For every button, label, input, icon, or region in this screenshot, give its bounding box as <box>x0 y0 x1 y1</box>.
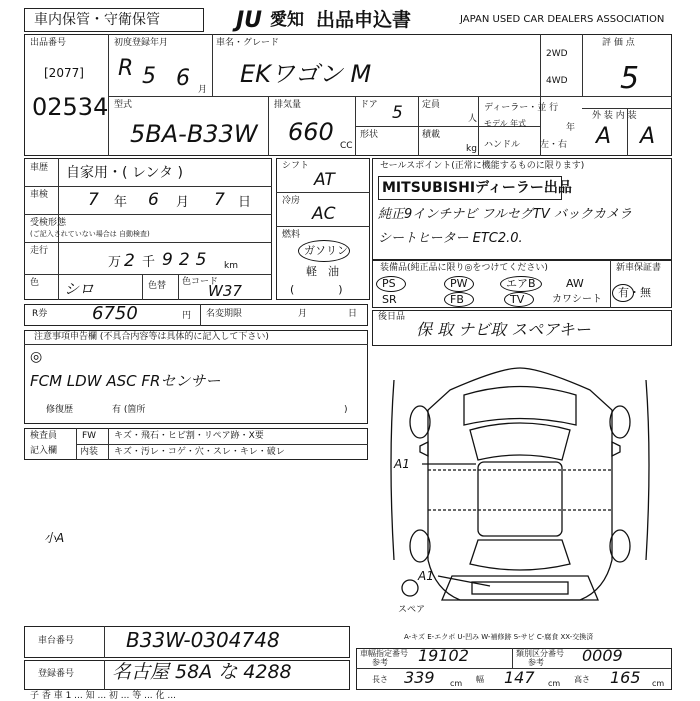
type-label: 型式 <box>114 100 133 110</box>
receipt-label: 受検形態 <box>30 218 67 228</box>
dim-a-ref: 参考 <box>372 658 388 667</box>
interior-grade: A <box>640 124 656 149</box>
handle-label: ハンドル <box>484 140 521 150</box>
load-label: 積載 <box>422 130 441 140</box>
capacity-unit: 人 <box>468 114 478 124</box>
length-label: 長さ <box>372 675 388 684</box>
width-unit: cm <box>548 679 561 688</box>
warranty-value: 有・無 <box>618 286 651 299</box>
mileage-unit: km <box>224 261 238 271</box>
fuel-gasoline: ガソリン <box>304 244 348 257</box>
recycle-box <box>24 304 368 326</box>
model-value: EKワゴン M <box>240 60 372 88</box>
fuel-other: ( ) <box>290 283 343 296</box>
spare-label: スペア <box>398 605 426 615</box>
inspection-day: 7 <box>214 190 225 210</box>
form-title: 出品申込書 <box>316 9 412 31</box>
equip-ps: PS <box>382 277 396 290</box>
damage-legend: A-キズ E-エクボ U-凹み W-補修跡 S-サビ C-腐食 XX-交換済 <box>404 633 594 641</box>
fw-label: FW <box>82 431 97 441</box>
height-label: 高さ <box>574 675 590 684</box>
history-value: 自家用・( レンタ ) <box>66 165 183 181</box>
plate-value: 名古屋 58A な 4288 <box>112 661 292 683</box>
inspection-month-unit: 月 <box>176 195 190 210</box>
model-label: 車名・グレード <box>216 38 280 48</box>
registration-label: 初度登録年月 <box>114 38 169 48</box>
inspection-label: 車検 <box>30 190 49 200</box>
inspection-day-unit: 日 <box>238 195 252 210</box>
inspection-month: 6 <box>148 190 159 210</box>
association-name: JAPAN USED CAR DEALERS ASSOCIATION <box>460 14 665 25</box>
displacement-value: 660 <box>288 118 334 146</box>
recycle-value: 6750 <box>92 303 138 324</box>
chassis-value: B33W-0304748 <box>126 628 280 652</box>
shift-value: AT <box>314 170 335 190</box>
sales-point-label: セールスポイント(正常に機能するものに限ります) <box>380 161 585 171</box>
shift-label: シフト <box>282 161 310 171</box>
registration-month-unit: 月 <box>198 85 208 95</box>
car-damage-diagram <box>380 350 680 630</box>
sales-point-line1: MITSUBISHIディーラー出品 <box>382 180 572 196</box>
header-title: 車内保管・守衛保管 <box>34 12 160 28</box>
displacement-unit: CC <box>340 141 353 151</box>
registration-era: R <box>118 56 134 81</box>
mileage-man: 万 <box>108 255 122 270</box>
fw-items: キズ・飛石・ヒビ割・リペア跡・X要 <box>114 431 264 441</box>
damage-mark-front: A1 <box>394 457 410 471</box>
type-value: 5BA-B33W <box>130 120 258 148</box>
name-change-month: 月 <box>298 309 308 319</box>
plate-label: 登録番号 <box>38 669 75 679</box>
name-change-label: 名変期限 <box>206 309 243 319</box>
dim-b-value: 0009 <box>582 646 623 665</box>
drive-2wd: 2WD <box>546 49 568 59</box>
shape-label: 形状 <box>360 130 379 140</box>
repair-label: 修復歴 <box>46 405 74 415</box>
extras-label: 後日品 <box>378 312 406 322</box>
dim-a-value: 19102 <box>418 646 469 665</box>
aircon-label: 冷房 <box>282 196 301 206</box>
score-value: 5 <box>620 61 640 96</box>
equipment-label: 装備品(純正品に限り◎をつけてください) <box>380 263 548 273</box>
height-unit: cm <box>652 679 665 688</box>
doors-value: 5 <box>392 103 403 123</box>
inspection-year: 7 <box>88 190 99 210</box>
interior-items: キズ・汚レ・コゲ・穴・スレ・キレ・破レ <box>114 447 285 457</box>
color-code-label: 色コード <box>182 277 219 287</box>
equip-leather-seat: カワシート <box>552 294 602 305</box>
notes-mark: ◎ <box>30 349 43 365</box>
aircon-value: AC <box>312 204 336 224</box>
new-warranty-label: 新車保証書 <box>616 263 662 273</box>
extras-value: 保 取 ナビ取 スペアキー <box>416 320 591 339</box>
history-label: 車歴 <box>30 163 49 173</box>
dim-b-label: 類別区分番号 <box>516 649 564 658</box>
notes-line1: FCM LDW ASC FRセンサー <box>30 372 221 390</box>
lot-number: 02534 <box>32 93 109 121</box>
exterior-interior-label: 外 装 内 装 <box>592 111 637 121</box>
org-name: 愛知 <box>270 10 304 30</box>
name-change-day: 日 <box>348 309 358 319</box>
dim-b-ref: 参考 <box>528 658 544 667</box>
color-code: W37 <box>208 282 242 300</box>
mileage-value1: 2 <box>124 251 135 271</box>
inspector-note: 小A <box>44 531 65 545</box>
height-value: 165 <box>610 668 641 687</box>
lot-label: 出品番号 <box>30 38 67 48</box>
equip-sr: SR <box>382 293 397 306</box>
mileage-label: 走行 <box>30 246 49 256</box>
registration-year: 5 <box>142 64 156 89</box>
width-value: 147 <box>504 668 535 687</box>
handle-opts: 左・右 <box>540 140 568 150</box>
sales-point-line2: 純正9インチナビ フルセグTV バックカメラ <box>378 207 632 222</box>
equip-tv: TV <box>510 293 525 306</box>
receipt-note: (ご記入されていない場合は 自動検査) <box>30 230 150 238</box>
mileage-value2: 925 <box>162 250 213 270</box>
width-label: 幅 <box>476 675 484 684</box>
model-year-label: モデル 年式 <box>484 119 527 128</box>
color-change-label: 色替 <box>148 281 167 291</box>
interior-label: 内装 <box>80 447 99 457</box>
lot-bracket: [2077] <box>44 66 84 80</box>
length-value: 339 <box>404 668 435 687</box>
damage-mark-rear: A1 <box>418 569 434 583</box>
repair-close: ) <box>344 405 348 415</box>
equip-fb: FB <box>450 293 464 306</box>
inspector-label1: 検査員 <box>30 431 58 441</box>
equip-pw: PW <box>450 277 468 290</box>
fuel-label: 燃料 <box>282 230 301 240</box>
dim-a-label: 車幅指定番号 <box>360 649 408 658</box>
registration-month: 6 <box>176 66 190 91</box>
sales-point-line3: シートヒーター ETC2.0. <box>378 231 523 246</box>
recycle-unit: 円 <box>182 311 192 321</box>
drive-4wd: 4WD <box>546 76 568 86</box>
top-grid <box>24 34 672 156</box>
color-label: 色 <box>30 278 40 288</box>
inspector-label2: 記入欄 <box>30 446 58 456</box>
mileage-sen: 千 <box>142 255 156 270</box>
footer-row: 子 香 車 1 ... 知 ... 初 ... 等 ... 化 ... <box>30 691 176 701</box>
dealer-label: ディーラー・並 行 <box>484 103 559 113</box>
displacement-label: 排気量 <box>274 100 302 110</box>
ju-logo: JU <box>236 8 263 33</box>
load-unit: kg <box>466 144 477 154</box>
capacity-label: 定員 <box>422 100 441 110</box>
inspection-year-unit: 年 <box>114 195 128 210</box>
fuel-diesel: 軽 油 <box>306 265 339 278</box>
score-label: 評 価 点 <box>602 38 635 48</box>
equip-aw: AW <box>566 277 584 290</box>
equip-airbag: エアB <box>506 277 536 290</box>
model-year-unit: 年 <box>566 123 576 133</box>
repair-value: 有 (箇所 <box>112 405 146 415</box>
recycle-label: R券 <box>32 309 48 319</box>
doors-label: ドア <box>360 100 378 110</box>
length-unit: cm <box>450 679 463 688</box>
chassis-label: 車台番号 <box>38 636 75 646</box>
color-value: シロ <box>64 280 95 298</box>
exterior-grade: A <box>596 124 612 149</box>
notes-label: 注意事項申告欄 (不具合内容等は具体的に記入して下さい) <box>34 332 269 342</box>
